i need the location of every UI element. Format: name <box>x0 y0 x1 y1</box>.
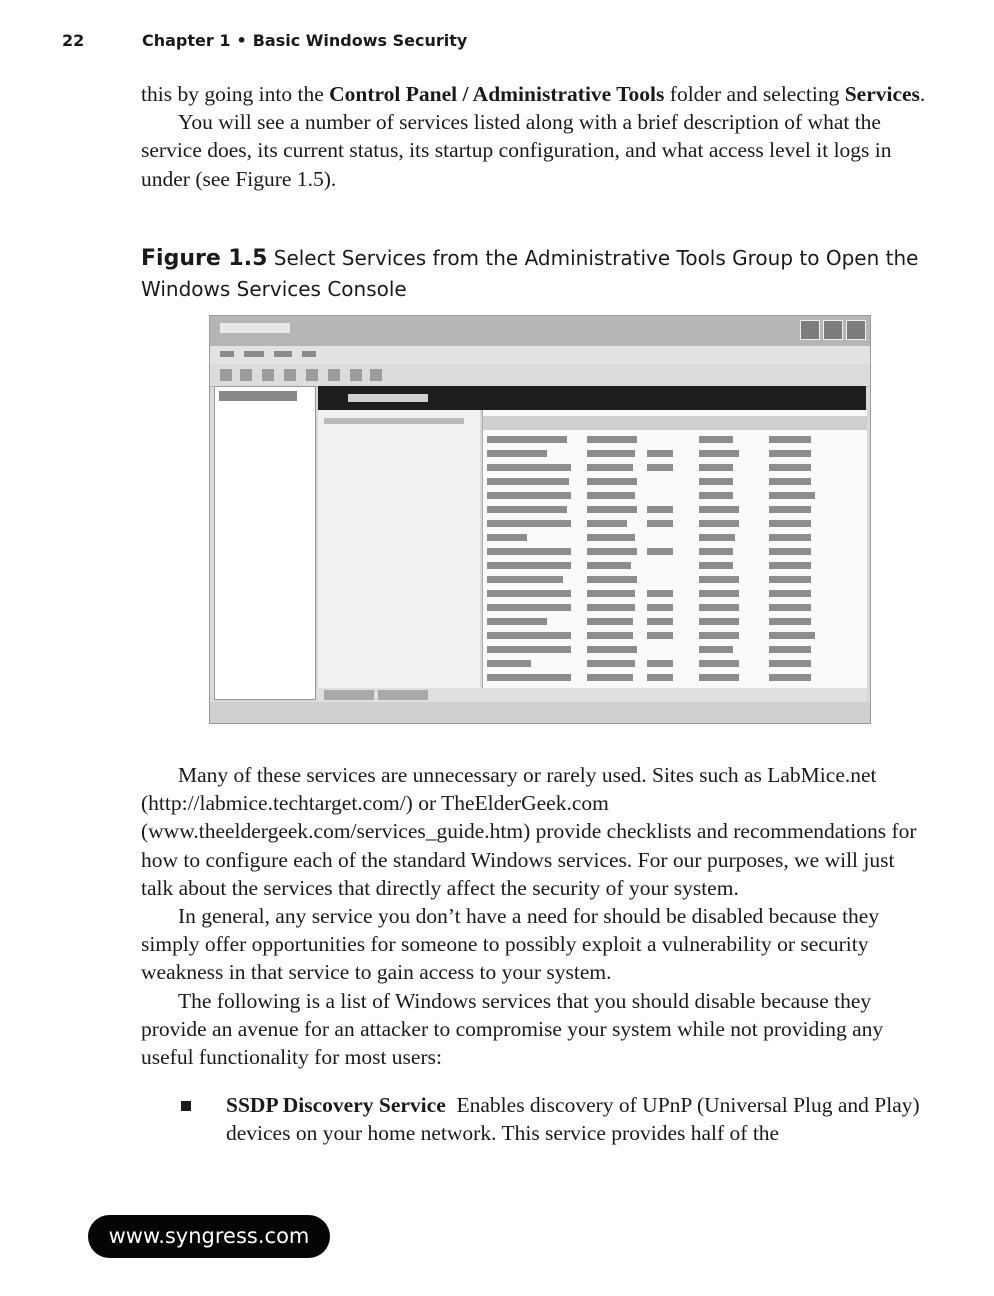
figure-caption-text: Select Services from the Administrative Tools Group to Open the Windows Services Console <box>141 246 919 301</box>
paragraph-2: You will see a number of services listed along with a brief description of what the service does, its current status, its startup configuration, and what access level it logs in under (see Figure 1.5). <box>141 110 892 191</box>
description-hint-blur <box>324 418 464 424</box>
menu-bar <box>210 346 870 364</box>
services-list <box>482 410 867 688</box>
console-tree <box>214 386 316 700</box>
p1-bold-path: Control Panel / Administrative Tools <box>329 82 665 106</box>
refresh-icon <box>284 369 296 381</box>
list-item <box>487 562 857 570</box>
chapter-title: Basic Windows Security <box>252 31 468 50</box>
close-icon <box>846 320 866 340</box>
back-icon <box>220 369 232 381</box>
panel-title-blur <box>348 394 428 402</box>
play-icon <box>350 369 362 381</box>
list-item <box>487 632 857 640</box>
window-title-blur <box>220 323 290 333</box>
window-titlebar <box>210 316 870 346</box>
list-item <box>487 520 857 528</box>
list-item-ssdp <box>226 1091 932 1147</box>
forward-icon <box>240 369 252 381</box>
tab-extended <box>324 690 374 700</box>
menu-item-blur <box>302 351 316 357</box>
p1-text-c: folder and selecting <box>664 82 845 106</box>
p1-text-a: this by going into the <box>141 82 330 106</box>
list-item <box>487 590 857 598</box>
list-item <box>487 436 857 444</box>
footer-url: www.syngress.com <box>108 1224 310 1248</box>
console-icon <box>262 369 274 381</box>
minimize-icon <box>800 320 820 340</box>
paragraph-5: The following is a list of Windows services that you should disable because they provide an avenue for an attacker to compromise your system while not providing any useful functionality for most users: <box>141 988 884 1070</box>
toolbar <box>210 364 870 387</box>
list-item <box>487 478 857 486</box>
export-icon <box>306 369 318 381</box>
p1-bold-services: Services <box>844 82 920 106</box>
view-tabs <box>318 688 866 702</box>
running-head <box>62 31 467 50</box>
maximize-icon <box>823 320 843 340</box>
tree-item-services-local <box>219 391 297 401</box>
paragraph-1 <box>141 80 931 108</box>
p1-text-e: . <box>919 82 926 106</box>
list-item <box>487 492 857 500</box>
list-item <box>487 450 857 458</box>
description-pane <box>318 410 480 688</box>
figure-caption <box>141 243 931 304</box>
tab-standard <box>378 690 428 700</box>
intro-text <box>141 80 931 193</box>
services-list-header <box>483 416 867 430</box>
list-item <box>487 464 857 472</box>
stop-icon <box>370 369 382 381</box>
header-separator: • <box>236 31 247 50</box>
status-bar <box>210 702 870 723</box>
list-description: Enables discovery of UPnP (Universal Plug and Play) devices on your home network. This service provides half of the <box>226 1093 920 1146</box>
chapter-label: Chapter 1 <box>142 31 231 50</box>
paragraph-3: Many of these services are unnecessary or rarely used. Sites such as LabMice.net (http://labmice.techtarget.com/) or TheElderGeek.com (www.theeldergeek.com/services_guide.htm) provide checklists and recommendations for how to configure each of the standard Windows services. For our purposes, we will just talk about the services that directly affect the security of your system. <box>141 763 917 900</box>
list-item <box>487 548 857 556</box>
list-item <box>487 660 857 668</box>
list-item <box>487 534 857 542</box>
paragraph-4: In general, any service you don’t have a need for should be disabled because they simply offer opportunities for someone to possibly exploit a vulnerability or security weakness in that service to gain access to your system. <box>141 904 880 985</box>
list-item <box>487 576 857 584</box>
body-text <box>141 761 931 1071</box>
list-item <box>487 506 857 514</box>
list-item <box>487 604 857 612</box>
list-term: SSDP Discovery Service <box>226 1093 446 1117</box>
help-icon <box>328 369 340 381</box>
list-item <box>487 618 857 626</box>
bullet-marker <box>181 1101 191 1111</box>
services-panel-header <box>318 386 866 410</box>
menu-item-blur <box>244 351 264 357</box>
window-controls <box>800 320 866 340</box>
footer-url-badge <box>88 1215 330 1258</box>
page-number: 22 <box>62 31 85 50</box>
menu-item-blur <box>220 351 234 357</box>
figure-number: Figure 1.5 <box>141 246 268 271</box>
list-item <box>487 646 857 654</box>
services-console-screenshot <box>209 315 871 724</box>
menu-item-blur <box>274 351 292 357</box>
list-item <box>487 674 857 682</box>
